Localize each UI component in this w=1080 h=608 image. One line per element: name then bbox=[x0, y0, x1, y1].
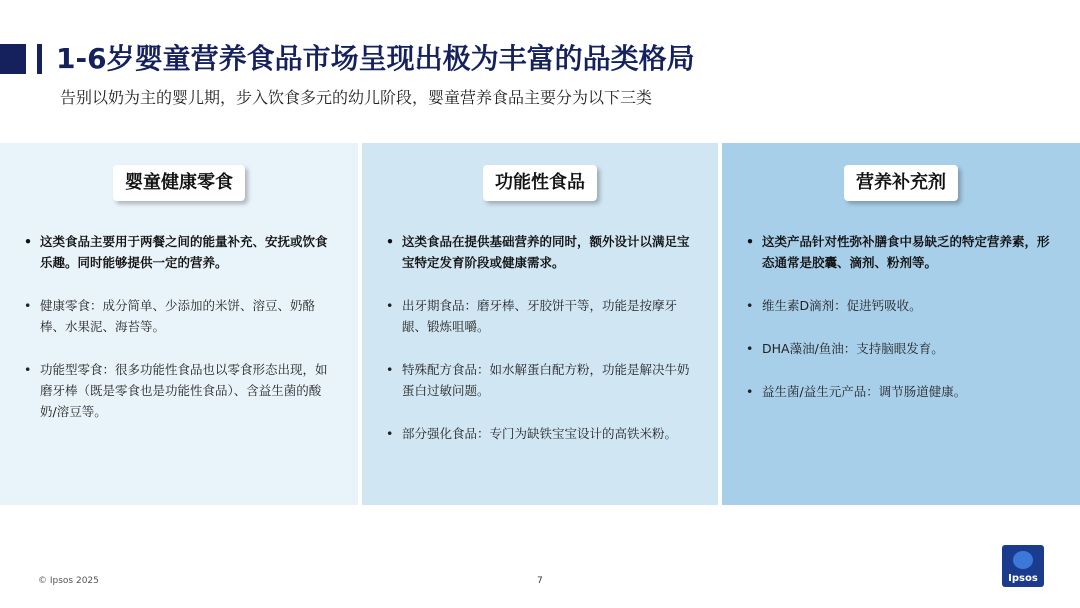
title-accent-bar bbox=[37, 44, 42, 74]
bullet-lead: • 这类食品在提供基础营养的同时，额外设计以满足宝宝特定发育阶段或健康需求。 bbox=[384, 231, 696, 273]
footer-copyright: © Ipsos 2025 bbox=[38, 576, 99, 586]
bullet-lead: • 这类食品主要用于两餐之间的能量补充、安抚或饮食乐趣。同时能够提供一定的营养。 bbox=[22, 231, 336, 273]
logo-mark-icon bbox=[1013, 551, 1033, 569]
panel-functional-food bbox=[362, 143, 718, 505]
title-accent-block bbox=[0, 44, 26, 74]
panel-title: 婴童健康零食 bbox=[113, 165, 245, 201]
page-subtitle: 告别以奶为主的婴儿期，步入饮食多元的幼儿阶段，婴童营养食品主要分为以下三类 bbox=[60, 88, 653, 107]
logo-text: Ipsos bbox=[1008, 573, 1038, 584]
bullet-list bbox=[384, 231, 696, 466]
page-number: 7 bbox=[537, 576, 543, 586]
panel-healthy-snacks bbox=[0, 143, 358, 505]
bullet-item: • 维生素D滴剂：促进钙吸收。 bbox=[744, 295, 1058, 316]
bullet-item: • 特殊配方食品：如水解蛋白配方粉，功能是解决牛奶蛋白过敏问题。 bbox=[384, 359, 696, 401]
page-title: 1-6岁婴童营养食品市场呈现出极为丰富的品类格局 bbox=[56, 42, 695, 75]
bullet-item: • 健康零食：成分简单、少添加的米饼、溶豆、奶酪棒、水果泥、海苔等。 bbox=[22, 295, 336, 337]
panel-title: 营养补充剂 bbox=[844, 165, 958, 201]
bullet-item: • 出牙期食品：磨牙棒、牙胶饼干等，功能是按摩牙龈、锻炼咀嚼。 bbox=[384, 295, 696, 337]
ipsos-logo bbox=[1002, 545, 1044, 587]
bullet-list bbox=[744, 231, 1058, 424]
bullet-item: • 功能型零食：很多功能性食品也以零食形态出现，如磨牙棒（既是零食也是功能性食品）、含益生菌的酸奶/溶豆等。 bbox=[22, 359, 336, 422]
bullet-item: • 部分强化食品：专门为缺铁宝宝设计的高铁米粉。 bbox=[384, 423, 696, 444]
bullet-lead: • 这类产品针对性弥补膳食中易缺乏的特定营养素，形态通常是胶囊、滴剂、粉剂等。 bbox=[744, 231, 1058, 273]
bullet-item: • DHA藻油/鱼油：支持脑眼发育。 bbox=[744, 338, 1058, 359]
bullet-list bbox=[22, 231, 336, 444]
panel-title: 功能性食品 bbox=[483, 165, 597, 201]
bullet-item: • 益生菌/益生元产品：调节肠道健康。 bbox=[744, 381, 1058, 402]
panel-supplements bbox=[722, 143, 1080, 505]
